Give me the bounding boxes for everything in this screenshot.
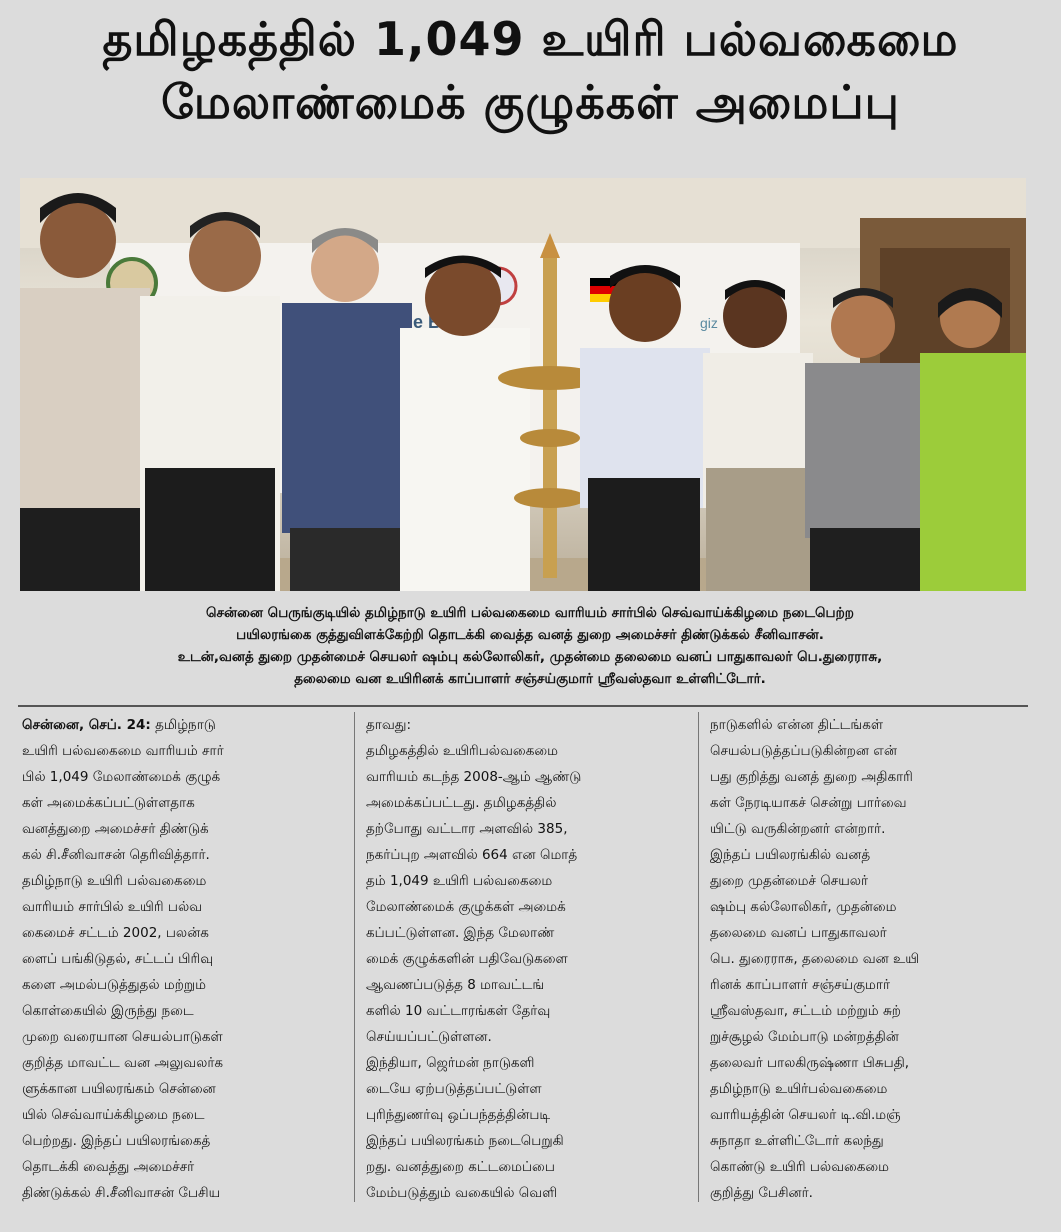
article-line: ஷம்பு கல்லோலிகர், முதன்மை [710, 899, 897, 915]
caption-line: உடன்,வனத் துறை முதன்மைச் செயலர் ஷம்பு கல்லோலிகர், முதன்மை தலைமை வனப் பாதுகாவலர் பெ.துரைராசு, [177, 649, 883, 665]
article-line: செய்யப்பட்டுள்ளன. [366, 1029, 492, 1045]
article-line: கள் நேரடியாகச் சென்று பார்வை [710, 795, 907, 811]
article-line: யில் செவ்வாய்க்கிழமை நடை [22, 1107, 205, 1123]
caption-divider [18, 705, 1028, 707]
article-line: தொடக்கி வைத்து அமைச்சர் [22, 1159, 195, 1175]
article-line: புரிந்துணர்வு ஒப்பந்தத்தின்படி [366, 1107, 551, 1123]
article-line: தமிழகத்தில் உயிரிபல்வகைமை [366, 743, 558, 759]
article-column-1 [22, 712, 344, 1206]
article-column-3 [710, 712, 1032, 1206]
article-line: பில் 1,049 மேலாண்மைக் குழுக் [22, 769, 221, 785]
article-line: இந்தியா, ஜெர்மன் நாடுகளி [366, 1055, 535, 1071]
article-line: கொள்கையில் இருந்து நடை [22, 1003, 194, 1019]
article-line: உயிரி பல்வகைமை வாரியம் சார் [22, 743, 224, 759]
article-line: தாவது: [366, 717, 412, 733]
article-line: ஸ்ரீவஸ்தவா, சட்டம் மற்றும் சுற் [710, 1003, 901, 1019]
article-line: டையே ஏற்படுத்தப்பட்டுள்ள [366, 1081, 542, 1097]
article-line: மேலாண்மைக் குழுக்கள் அமைக் [366, 899, 566, 915]
headline-line-1: தமிழகத்தில் 1,049 உயிரி பல்வகைமை [102, 12, 959, 66]
article-line: பது குறித்து வனத் துறை அதிகாரி [710, 769, 913, 785]
article-line: அமைக்கப்பட்டது. தமிழகத்தில் [366, 795, 557, 811]
article-line: கள் அமைக்கப்பட்டுள்ளதாக [22, 795, 195, 811]
article-line: நகர்ப்புற அளவில் 664 என மொத் [366, 847, 578, 863]
event-photo-illustration [20, 178, 1026, 591]
column-rule [698, 712, 699, 1202]
article-line: தலைவர் பாலகிருஷ்ணா பிசுபதி, [710, 1055, 910, 1071]
article-line: வனத்துறை அமைச்சர் திண்டுக் [22, 821, 209, 837]
article-line: கொண்டு உயிரி பல்வகைமை [710, 1159, 890, 1175]
headline-line-2: மேலாண்மைக் குழுக்கள் அமைப்பு [161, 75, 900, 130]
article-line: கைமைச் சட்டம் 2002, பலன்க [22, 925, 209, 941]
photo-caption [40, 602, 1020, 690]
caption-line: தலைமை வன உயிரினக் காப்பாளர் சஞ்சய்குமார் ஸ்ரீவஸ்தவா உள்ளிட்டோர். [294, 671, 766, 687]
article-line: தமிழ்நாடு உயிர்பல்வகைமை [710, 1081, 888, 1097]
article-line: வாரியத்தின் செயலர் டி.வி.மஞ் [710, 1107, 901, 1123]
article-line: வாரியம் சார்பில் உயிரி பல்வ [22, 899, 203, 915]
article-line: இந்தப் பயிலரங்கம் நடைபெறுகி [366, 1133, 564, 1149]
article-line: றது. வனத்துறை கட்டமைப்பை [366, 1159, 555, 1175]
article-line: செயல்படுத்தப்படுகின்றன என் [710, 743, 897, 759]
article-line: பெ. துரைராசு, தலைமை வன உயி [710, 951, 920, 967]
article-line: பெற்றது. இந்தப் பயிலரங்கைத் [22, 1133, 211, 1149]
article-line: கப்பட்டுள்ளன. இந்த மேலாண் [366, 925, 555, 941]
news-photo [20, 178, 1026, 591]
article-line: களில் 10 வட்டாரங்கள் தேர்வு [366, 1003, 551, 1019]
article-line: தமிழ்நாடு உயிரி பல்வகைமை [22, 873, 207, 889]
caption-line: சென்னை பெருங்குடியில் தமிழ்நாடு உயிரி பல்வகைமை வாரியம் சார்பில் செவ்வாய்க்கிழமை நடைபெற்ற [206, 605, 854, 621]
article-line: களை அமல்படுத்துதல் மற்றும் [22, 977, 207, 993]
article-line: ளுக்கான பயிலரங்கம் சென்னை [22, 1081, 216, 1097]
article-line: றுச்சூழல் மேம்பாடு மன்றத்தின் [710, 1029, 899, 1045]
article-line: முறை வரையான செயல்பாடுகள் [22, 1029, 223, 1045]
article-line: தம் 1,049 உயிரி பல்வகைமை [366, 873, 553, 889]
article-line: யிட்டு வருகின்றனர் என்றார். [710, 821, 886, 837]
article-line: மேம்படுத்தும் வகையில் வெளி [366, 1185, 558, 1201]
caption-line: பயிலரங்கை குத்துவிளக்கேற்றி தொடக்கி வைத்த வனத் துறை அமைச்சர் திண்டுக்கல் சீனிவாசன். [236, 627, 824, 643]
article-column-2 [366, 712, 688, 1206]
article-line: கல் சி.சீனிவாசன் தெரிவித்தார். [22, 847, 210, 863]
dateline: சென்னை, செப். 24: [22, 717, 151, 733]
article-line: குறித்த மாவட்ட வன அலுவலர்க [22, 1055, 224, 1071]
banner-logo-text: giz [700, 315, 718, 331]
article-line: தமிழ்நாடு [155, 717, 216, 733]
article-line: ஆவணப்படுத்த 8 மாவட்டங் [366, 977, 545, 993]
article-line: சுநாதா உள்ளிட்டோர் கலந்து [710, 1133, 884, 1149]
article-line: துறை முதன்மைச் செயலர் [710, 873, 869, 889]
article-line: தலைமை வனப் பாதுகாவலர் [710, 925, 887, 941]
headline [10, 12, 1051, 130]
banner-text: e [413, 312, 424, 332]
article-line: மைக் குழுக்களின் பதிவேடுகளை [366, 951, 568, 967]
article-line: ளைப் பங்கிடுதல், சட்டப் பிரிவு [22, 951, 214, 967]
article-line: இந்தப் பயிலரங்கில் வனத் [710, 847, 871, 863]
column-rule [354, 712, 355, 1202]
article-line: தற்போது வட்டார அளவில் 385, [366, 821, 568, 837]
article-line: நாடுகளில் என்ன திட்டங்கள் [710, 717, 884, 733]
article-line: திண்டுக்கல் சி.சீனிவாசன் பேசிய [22, 1185, 221, 1201]
article-line: வாரியம் கடந்த 2008-ஆம் ஆண்டு [366, 769, 582, 785]
article-line: குறித்து பேசினர். [710, 1185, 813, 1201]
article-line: ரினக் காப்பாளர் சஞ்சய்குமார் [710, 977, 891, 993]
